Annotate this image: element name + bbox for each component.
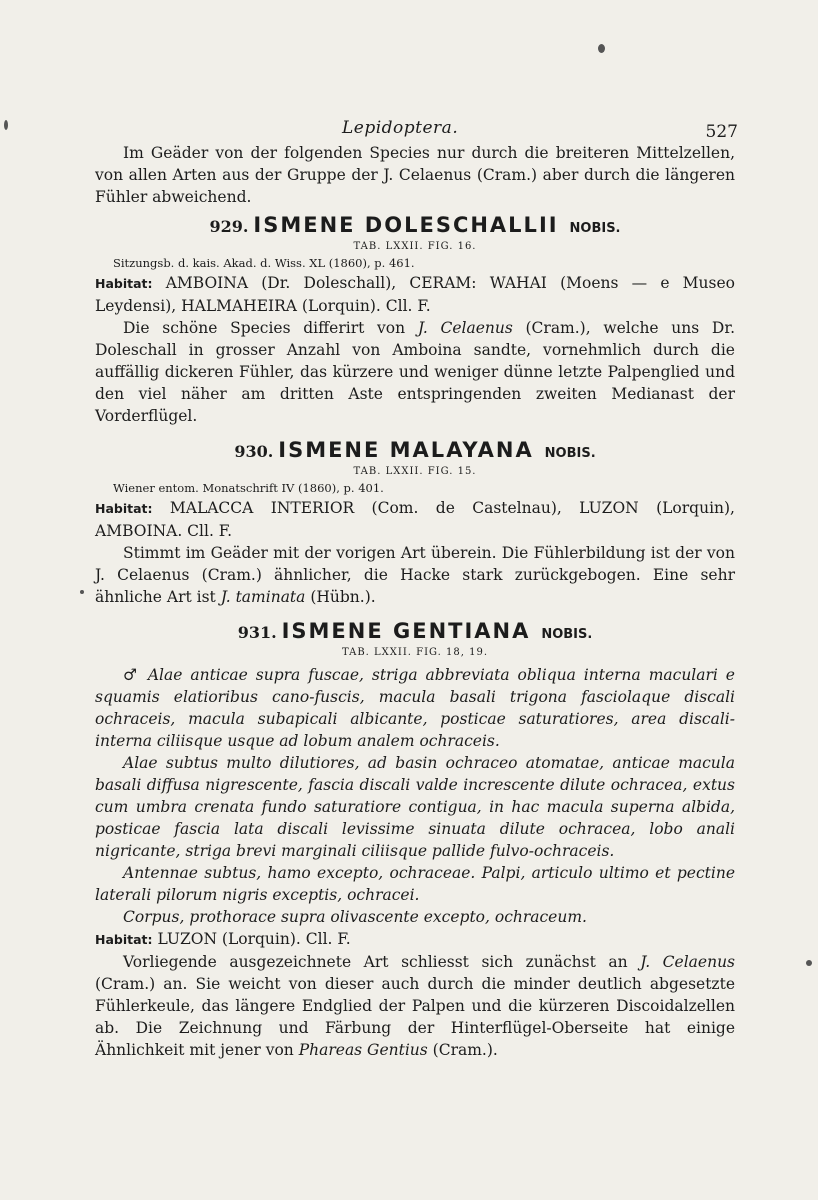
latin-description-body: Corpus, prothorace supra olivascente excepto, ochraceum.	[123, 908, 587, 926]
species-author: NOBIS.	[569, 221, 621, 236]
page-number: 527	[705, 122, 738, 142]
scan-speck	[4, 120, 8, 130]
description-text: (Cram.) an. Sie weicht von dieser auch durch die minder deutlich abgesetzte Fühlerkeule, das längere Endglied der Palpen und die kürzeren Discoidalzellen ab. Die Zeichnung und Färbung der Hinterflügel-Oberseite hat einige Ähnlichkeit mit jener von	[95, 975, 735, 1059]
species-number: 929.	[209, 217, 249, 236]
species-author: NOBIS.	[544, 446, 596, 461]
intro-paragraph: Im Geäder von der folgenden Species nur durch die breiteren Mittelzellen, von allen Arten aus der Gruppe der J. Celaenus (Cram.) aber durch die längeren Fühler abweichend.	[95, 144, 735, 206]
latin-description-upperside	[95, 664, 735, 752]
description-text: Die schöne Species differirt von	[123, 319, 418, 337]
scan-speck	[80, 590, 84, 594]
taxon-name: J. taminata	[220, 588, 306, 606]
habitat-label: Habitat:	[95, 276, 153, 291]
plate-reference: TAB. LXXII. FIG. 15.	[353, 466, 477, 477]
taxon-name: Phareas Gentius	[298, 1041, 428, 1059]
description-paragraph	[95, 317, 735, 427]
species-number: 931.	[237, 623, 277, 642]
habitat-label: Habitat:	[95, 501, 153, 516]
literature-citation: Wiener entom. Monatschrift IV (1860), p. 401.	[113, 481, 384, 495]
habitat-paragraph	[95, 272, 735, 317]
plate-reference: TAB. LXXII. FIG. 18, 19.	[341, 647, 489, 658]
habitat-text: MALACCA INTERIOR (Com. de Castelnau), LUZON (Lorquin), AMBOINA. Cll. F.	[95, 499, 735, 540]
species-author: NOBIS.	[541, 627, 593, 642]
habitat-paragraph	[95, 497, 735, 542]
habitat-text: AMBOINA (Dr. Doleschall), CERAM: WAHAI (Moens — e Museo Leydensi), HALMAHEIRA (Lorquin). Cll. F.	[95, 274, 735, 315]
literature-citation: Sitzungsb. d. kais. Akad. d. Wiss. XL (1860), p. 461.	[113, 256, 415, 270]
species-heading-929	[95, 214, 735, 240]
description-text: (Cram.), welche uns Dr. Doleschall in grosser Anzahl von Amboina sandte, vornehmlich durch die auffällig dickeren Fühler, das kürzere und weniger dünne letzte Palpenglied und den viel näher am dritten Aste entspringenden zweiten Medianast der Vorderflügel.	[95, 319, 735, 425]
scan-speck	[598, 44, 605, 53]
description-text: (Cram.).	[427, 1041, 498, 1059]
species-heading-931	[95, 620, 735, 646]
plate-reference: TAB. LXXII. FIG. 16.	[353, 241, 477, 252]
taxon-name: J. Celaenus	[640, 953, 736, 971]
male-symbol: ♂	[123, 666, 140, 684]
scan-speck	[806, 960, 812, 966]
species-name: ISMENE MALAYANA	[278, 438, 534, 462]
description-text: Stimmt im Geäder mit der vorigen Art überein. Die Fühlerbildung ist der von J. Celaenus (Cram.) ähnlicher, die Hacke stark zurückgebogen. Eine sehr ähnliche Art ist	[95, 544, 735, 606]
description-text: Vorliegende ausgezeichnete Art schliesst sich zunächst an	[123, 953, 641, 971]
habitat-label: Habitat:	[95, 932, 153, 947]
species-name: ISMENE GENTIANA	[281, 619, 531, 643]
species-number: 930.	[234, 442, 274, 461]
running-title: Lepidoptera.	[342, 118, 459, 138]
species-heading-930	[95, 439, 735, 465]
species-name: ISMENE DOLESCHALLII	[253, 213, 559, 237]
taxon-name: J. Celaenus	[417, 319, 513, 337]
description-text: (Hübn.).	[305, 588, 376, 606]
running-header	[0, 118, 818, 142]
description-paragraph	[95, 951, 735, 1061]
habitat-paragraph	[95, 928, 735, 951]
latin-description-underside: Alae subtus multo dilutiores, ad basin ochraceo atomatae, anticae macula basali diffusa nigrescente, fascia discali valde increscente dilute ochracea, extus cum umbra crenata fundo saturatiore contigua, in hac macula superna albida, posticae fascia lata discali levissime sinuata dilute ochracea, lobo anali nigricante, striga brevi marginali ciliisque pallide fulvo-ochraceis.	[95, 754, 735, 860]
habitat-text: LUZON (Lorquin). Cll. F.	[157, 930, 351, 948]
latin-text: Alae anticae supra fuscae, striga abbreviata obliqua interna maculari e squamis elatioribus cano-fuscis, macula basali trigona fasciolaque discali ochraceis, macula subapicali albicante, posticae saturatiores, area discali-interna ciliisque usque ad lobum analem ochraceis.	[95, 666, 735, 750]
description-paragraph	[95, 542, 735, 608]
page-body	[95, 142, 735, 1061]
latin-description-antennae: Antennae subtus, hamo excepto, ochraceae. Palpi, articulo ultimo et pectine laterali pilorum nigris exceptis, ochracei.	[95, 864, 735, 904]
